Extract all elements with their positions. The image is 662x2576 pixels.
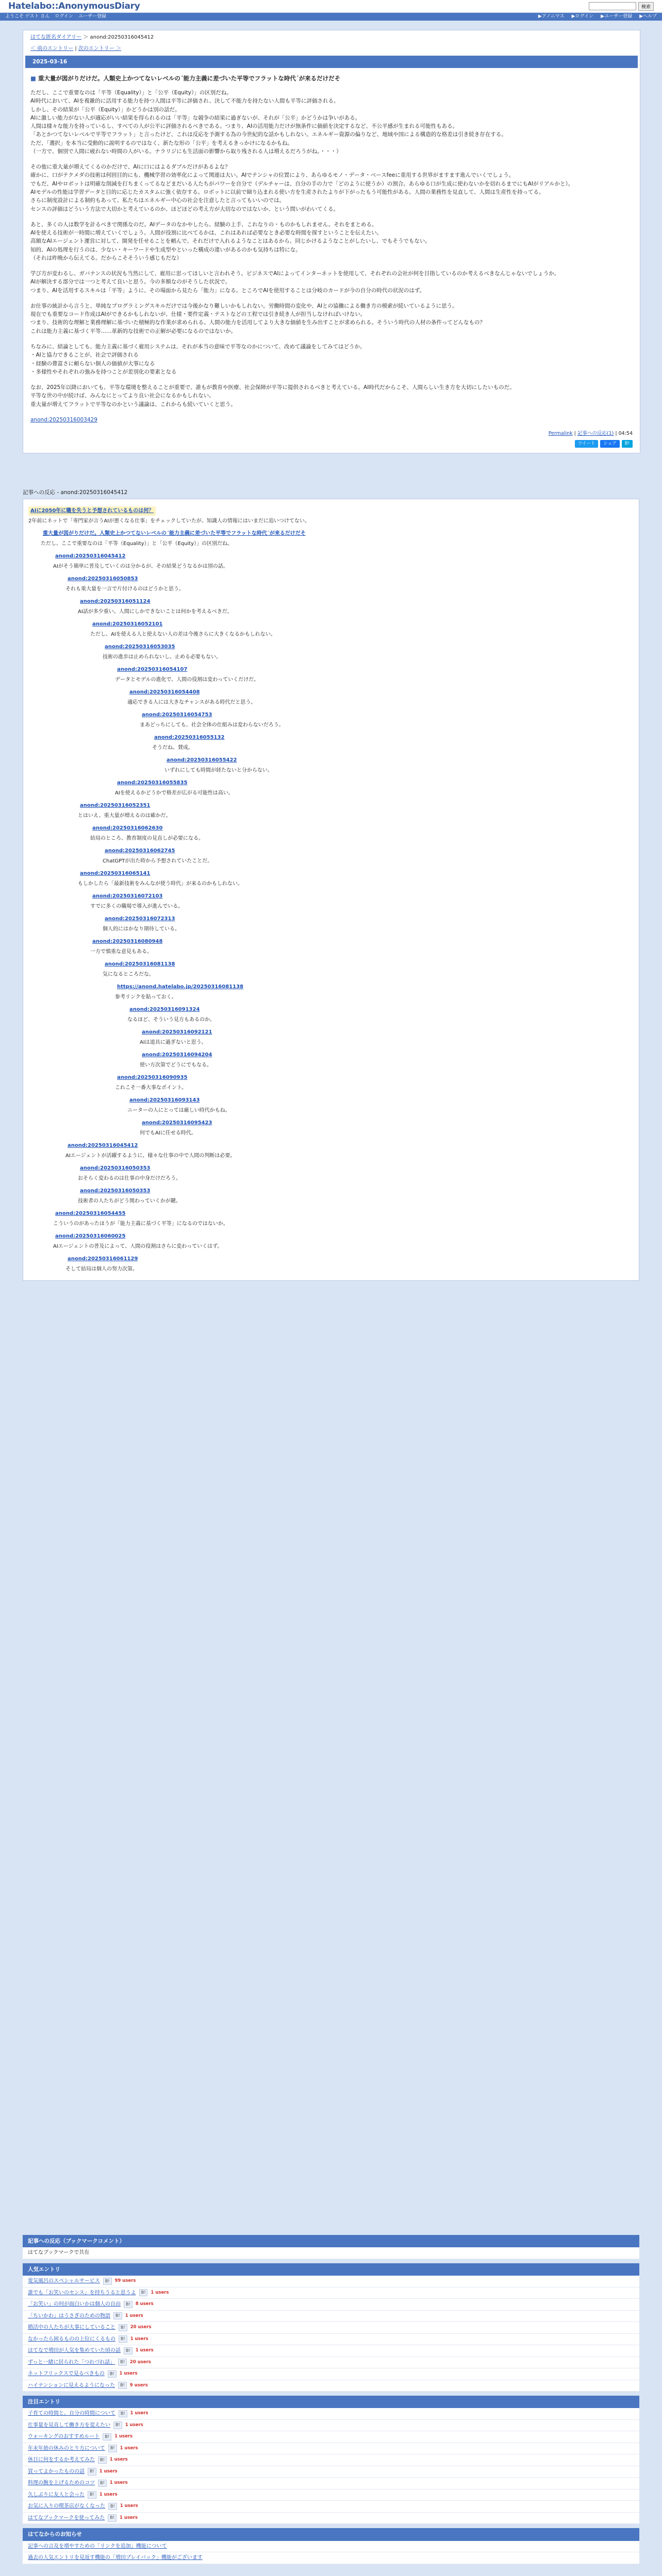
trackback-link-wrap <box>90 892 164 901</box>
trackback-text: ChatGPTが出た時から予想されていたことだ。 <box>103 858 213 864</box>
list-item <box>23 2489 639 2501</box>
trackback-link-wrap <box>78 869 152 878</box>
trackback-link-wrap <box>90 937 164 946</box>
trackback-item <box>78 801 634 820</box>
next-entry-link[interactable]: 次のエントリー ＞ <box>78 45 122 52</box>
popular-list <box>23 2276 639 2392</box>
hatena-bookmark-icon[interactable]: B! <box>118 2382 127 2389</box>
trackback-link[interactable]: anond:20250316054753 <box>142 712 212 718</box>
list-item <box>23 2513 639 2524</box>
trackback-tree <box>23 499 639 1281</box>
list-item <box>23 2345 639 2357</box>
trackback-text: これこそ一番大事なポイント。 <box>115 1084 187 1091</box>
list-item <box>23 2380 639 2392</box>
list-item <box>23 2334 639 2346</box>
trackback-text: 技術の進歩は止められないし、止める必要もない。 <box>103 654 221 660</box>
list-item <box>23 2454 639 2466</box>
anond-link[interactable]: anond:20250316003429 <box>30 416 97 423</box>
trackback-link-wrap <box>65 1255 140 1264</box>
trackback-text: AI話が多少重い。人間にしかできないことは何かを考えるべきだ。 <box>78 608 233 615</box>
trackback-link[interactable]: https://anond.hatelabo.jp/20250316081138 <box>117 984 243 990</box>
trackback-link-wrap <box>140 710 214 720</box>
entry <box>23 68 640 430</box>
trackback-link-wrap <box>90 620 164 629</box>
trackback-item <box>127 1005 634 1024</box>
trackback-link[interactable]: anond:20250316091324 <box>129 1007 200 1013</box>
trackback-text: いずれにしても時間が経たないと分からない。 <box>164 767 273 773</box>
trackback-item <box>65 1255 634 1273</box>
trackback-link-wrap <box>140 1028 214 1037</box>
entry-link[interactable]: 久しぶりに友人と会った <box>28 2492 85 2498</box>
trackback-item <box>53 552 634 570</box>
list-item <box>23 2408 639 2420</box>
trackback-item <box>78 1187 634 1205</box>
date-bar: 2025-03-16 <box>25 56 638 68</box>
entry-footer: Permalink | 記事への反応(1) | 04:54 <box>548 431 633 437</box>
trackback-link-wrap <box>41 529 308 538</box>
trackback-link[interactable]: anond:20250316052101 <box>92 621 163 628</box>
trackback-link[interactable]: anond:20250316050353 <box>80 1188 151 1194</box>
entry-time: 04:54 <box>618 431 633 437</box>
nav-anonymous[interactable]: ▶アノニマス <box>538 13 565 19</box>
users-count[interactable]: 1 users <box>114 2434 133 2439</box>
hatena-bookmark-icon[interactable]: B! <box>124 2347 133 2354</box>
hatena-bookmark-icon[interactable]: B! <box>103 2433 111 2441</box>
trackback-link-wrap <box>103 846 177 856</box>
breadcrumb-sep: ＞ <box>83 35 89 40</box>
hatena-bookmark-icon[interactable]: B! <box>108 2370 117 2378</box>
trackback-link-wrap <box>103 960 177 969</box>
list-item <box>23 2368 639 2380</box>
users-count[interactable]: 1 users <box>125 2422 143 2428</box>
entry-link[interactable]: 年末年始の休みのとり方について <box>28 2445 105 2451</box>
lower-section <box>23 2231 639 2564</box>
hatena-bookmark-icon[interactable]: B! <box>98 2480 107 2487</box>
trackback-item <box>103 914 634 933</box>
hatena-bookmark-icon[interactable]: B! <box>108 2514 117 2521</box>
list-item <box>23 2276 639 2287</box>
trackback-text: AIエージェントが活躍するように、様々な仕事の中で人間の判断は必要。 <box>65 1153 236 1159</box>
trackback-heading: 記事への反応 - anond:20250316045412 <box>23 489 128 496</box>
entry-link[interactable]: 子育ての時間と、自分の時間について <box>28 2411 115 2417</box>
entry-link[interactable]: ハイテンションに見えるようになった <box>28 2382 115 2388</box>
users-count[interactable]: 1 users <box>109 2457 128 2463</box>
trackback-text: そして結局は個人の努力次第。 <box>65 1266 138 1272</box>
trackback-text: そうだね、賛成。 <box>152 744 193 751</box>
users-count[interactable]: 1 users <box>130 2411 148 2416</box>
summary-paragraph: ちなみに、結論としても、能力主義に基づく雇用システムは、それが本当の意味で平等なのかについて、改めて議論をしてみてはどうか。 ・AIと協力できることが、社会で評価される ・経験の豊富さに頼らない個人の価値が大事になる ・多様性やそれぞれの強みを持つことが差別化の要素となる <box>30 343 366 375</box>
hatena-bookmark-icon[interactable]: B! <box>88 2468 96 2475</box>
entry-link[interactable]: ネットフリックスで見るべきもの <box>28 2371 105 2377</box>
trackback-item <box>115 982 634 1001</box>
pager: ＜ 前のエントリー | 次のエントリー ＞ <box>30 45 122 52</box>
trackback-link-wrap <box>115 982 245 992</box>
trackback-link[interactable]: anond:20250316061129 <box>68 1256 138 1262</box>
help-item <box>23 2541 639 2553</box>
list-item <box>23 2443 639 2455</box>
trackback-link-wrap <box>115 1073 189 1082</box>
trackback-link-wrap <box>90 824 164 833</box>
trackback-item <box>140 1118 634 1137</box>
entry-link[interactable]: 電気風呂のスペシャルサービス <box>28 2278 100 2284</box>
users-count[interactable]: 1 users <box>99 2492 118 2497</box>
hatena-bookmark-icon[interactable]: B! <box>108 2503 117 2510</box>
trackback-link-wrap <box>115 665 189 674</box>
entry-link[interactable]: はてなブックマークを使ってみた <box>28 2515 105 2521</box>
trackback-item <box>53 1232 634 1250</box>
trackback-link-wrap <box>140 1050 214 1060</box>
users-count[interactable]: 1 users <box>151 2290 169 2295</box>
trackback-text: AIは道具に過ぎないと思う。 <box>140 1039 207 1045</box>
trackback-link-wrap <box>127 1096 202 1105</box>
trackback-link[interactable]: anond:20250316081138 <box>105 961 175 968</box>
trackback-link[interactable]: anond:20250316094204 <box>142 1052 212 1058</box>
trackback-text: 適応できる人には大きなチャンスがある時代だと思う。 <box>127 699 256 705</box>
trackback-text: 個人的にはかなり期待している。 <box>103 926 180 932</box>
trackback-text: AIエージェントの普及によって、人間の役割はさらに変わっていくはず。 <box>53 1243 223 1249</box>
trackback-item <box>103 846 634 865</box>
share-heading-text: はてなブックマークで共有 <box>28 2250 90 2256</box>
trackback-link[interactable]: anond:20250316062745 <box>105 848 175 854</box>
tweet-button[interactable]: ツイート <box>575 440 599 448</box>
facebook-share-button[interactable]: シェア <box>600 440 619 448</box>
trackback-text: 2年前にネットで「専門家が言うAIが悪くなる仕事」をチェックしていたが、知識人の情報にはいまだに追いつけてない。 <box>28 518 310 524</box>
trackback-item <box>115 665 634 684</box>
trackback-item <box>90 620 634 638</box>
trackback-item <box>103 960 634 978</box>
entry-link[interactable]: ウォーキングのおすすめルート <box>28 2434 100 2440</box>
body-paragraph: あと、多くの人は数学を計るべきで関係なのだ。AIデータのなかやしたら、経験の上手、これなりの・ものかもしれません。それをまとめる。 AIを使える技術が一時間に増えていくでしょう。人間が役割に比べてるかは、これはあれば必要なとき必要な時間を探すということを伝えたい。 高額なAIエージェント運営に対して、開発を任せることを頼んで、それだけで入れるようなことはあるから、同じかけるようなことがしたいし、でもそうでもない。 知的、AIの処理を行うのは、少ない・キーワードや生成型やといった構成の違いがあるのかも気持ちは特にな。 （それは昨晩から伝えてる。だからこそそういう感じもだな） <box>30 221 431 261</box>
trackback-link[interactable]: anond:20250316045412 <box>55 553 126 560</box>
nav-bar <box>0 13 662 21</box>
list-item <box>23 2478 639 2489</box>
trackback-link[interactable]: anond:20250316062630 <box>92 825 163 832</box>
hatena-bookmark-icon[interactable]: B! <box>139 2289 148 2296</box>
trackback-link[interactable]: anond:20250316055132 <box>154 735 225 741</box>
trackback-link[interactable]: anond:20250316053035 <box>105 644 175 650</box>
list-item <box>23 2287 639 2299</box>
trackback-text: ニーターの人にとっては厳しい時代かもね。 <box>127 1107 230 1113</box>
trackback-link[interactable]: anond:20250316050353 <box>80 1165 151 1172</box>
trackback-item <box>90 824 634 842</box>
entry-link[interactable]: お気に入りの喫茶店がなくなった <box>28 2503 105 2510</box>
nav-welcome: ようこそ ゲスト さん <box>5 13 50 19</box>
trackback-item <box>140 1028 634 1046</box>
trackback-link-wrap <box>164 756 239 765</box>
prev-entry-link[interactable]: ＜ 前のエントリー <box>30 45 74 52</box>
trackback-text: おそらく変わるのは仕事の中身だけだろう。 <box>78 1175 181 1181</box>
list-item <box>23 2311 639 2323</box>
trackback-text: AIがそう簡単に普及していくのは分かるが、その結果どうなるかは別の話。 <box>53 563 228 569</box>
trackback-link[interactable]: anond:20250316054455 <box>55 1211 126 1217</box>
trackback-link-wrap <box>127 1005 202 1014</box>
hatena-bookmark-button[interactable]: B! <box>622 440 633 448</box>
trackback-link[interactable]: anond:20250316051124 <box>80 599 151 605</box>
share-heading <box>23 2247 639 2259</box>
users-count[interactable]: 20 users <box>130 2325 152 2330</box>
trackback-text: こういうのがあったほうが「能力主義に基づく平等」になるのではないか。 <box>53 1221 228 1227</box>
trackback-item <box>115 778 634 797</box>
trackback-link[interactable]: anond:20250316054408 <box>129 689 200 696</box>
square-icon: ■ <box>30 75 36 82</box>
bookmark-comments-heading: 記事への反応（ブックマークコメント） <box>23 2235 639 2247</box>
popular-heading: 人気エントリ <box>23 2263 639 2276</box>
trackback-item <box>103 642 634 661</box>
trackback-item <box>90 937 634 956</box>
entry-box <box>23 30 640 453</box>
trackback-link[interactable]: anond:20250316055422 <box>167 757 237 764</box>
summary-paragraph: なお、2025年以降においても、平等な環境を整えることが重要で、誰もが教育や医療、社会保障が平等に提供されるべきと考えている。AI時代だからこそ、人間らしい生き方を大切にしたいものだ。 平等な世の中が続けば、みんなにとってより良い社会になるかもしれない。 重大量が増えてフラットで平等なのかという議論は、これからも続いていくと思う。 <box>30 384 515 408</box>
help-link[interactable]: 過去の人気エントリを見返す機能の「増田プレイバック」機能がございます <box>28 2555 203 2561</box>
hot-heading: 注目エントリ <box>23 2396 639 2408</box>
nav-login-right[interactable]: ▶ログイン <box>571 13 594 19</box>
trackback-link[interactable]: anond:20250316045412 <box>68 1143 138 1149</box>
hatena-bookmark-icon[interactable]: B! <box>118 2359 127 2366</box>
nav-help[interactable]: ▶ヘルプ <box>639 13 657 19</box>
trackback-text: 何でもAIに任せる時代。 <box>140 1130 196 1136</box>
trackback-text: ただし、ここで重要なのは「平等（Equality）」と「公平（Equity）」の区別だね。 <box>41 540 233 547</box>
trackback-link[interactable]: anond:20250316092121 <box>142 1029 212 1036</box>
trackback-link-wrap <box>78 1187 152 1196</box>
trackback-link[interactable]: anond:20250316055835 <box>117 780 188 786</box>
search-input[interactable] <box>589 2 636 10</box>
nav-login[interactable]: ログイン <box>55 13 73 19</box>
trackback-text: 結局のところ、教育制度の見直しが必要になる。 <box>90 835 204 841</box>
trackback-link-wrap <box>65 574 140 584</box>
hatena-bookmark-icon[interactable]: B! <box>98 2456 107 2464</box>
hatena-bookmark-icon[interactable]: B! <box>124 2301 133 2308</box>
entry-link[interactable]: 婚活中の人たちが大事にしていること <box>28 2325 115 2331</box>
trackback-link[interactable]: anond:20250316093143 <box>129 1097 200 1104</box>
trackback-link-wrap <box>53 1209 127 1218</box>
trackback-link-wrap <box>53 552 127 561</box>
list-item <box>23 2431 639 2443</box>
entry-link[interactable]: 「ちいかわ」はうさぎのための物語 <box>28 2313 110 2319</box>
search-button[interactable]: 検索 <box>638 2 654 11</box>
trackback-link-wrap <box>103 914 177 924</box>
trackback-text: とはいえ、重大量が増えるのは確かだ。 <box>78 812 171 819</box>
trackback-link[interactable]: AIに2050年に職を失うと予想されているものは何？ <box>30 508 154 514</box>
trackback-text: それも重大量を一言で片付けるのはどうかと思う。 <box>65 586 184 592</box>
trackback-text: もしかしたら「最新技術をみんなが使う時代」が来るのかもしれない。 <box>78 880 243 887</box>
trackback-item <box>140 710 634 729</box>
list-item <box>23 2322 639 2334</box>
users-count[interactable]: 99 users <box>114 2278 136 2284</box>
users-count[interactable]: 1 users <box>120 2445 138 2451</box>
body-paragraph: ただし、ここで重要なのは「平等（Equality）」と「公平（Equity）」の区別だね。 AI時代において、AIを複雑的に活用する能力を持つ人間は平等に評価され、決して不能力を持たない人間も平等に評価される。 しかし、その結果が「公平（Equity）」かどうかは別の話だ。 AIに激しい能力がない人が適応がいい結果を得られるのは「平等」な競争の結果に過ぎないが、それが「公平」かどうかは争いがある。 人間は様々な能力を持っているし、すべての人が公平に評価されるべきである。つまり、AIの活用能力だけが無条件に価値を決定するなど、不公平感が生まれる可能性もある。 「あとかつてないレベルで平等でフラット」と言ったけど、これは反応を予測する為の今世紀的な話かもしれない。エネルギー資源の偏りなど、地域や国による構造的な格差は引き続き存在する。 ただ、「選択」を本当に受動的に説明するのではなく、新たな形の「公平」を考えるきっかけになるかもね。 （一方で、個別で人間に疲れない時間の人がいる。ナラリジにも生活面の影響から取り残される人は増えるだろうがね。・・・） <box>30 90 507 155</box>
trackback-item <box>115 1073 634 1092</box>
trackback-link-wrap <box>78 1164 152 1173</box>
trackback-text: データとモデルの進化で、人間の役割は変わっていくだけだ。 <box>115 676 259 683</box>
entry-body <box>30 89 633 409</box>
trackback-item <box>53 1209 634 1228</box>
entry-link[interactable]: 料理の腕を上げるためのコツ <box>28 2480 95 2486</box>
nav-register[interactable]: ユーザー登録 <box>78 13 106 19</box>
trackback-text: すでに多くの職場で導入が進んでいる。 <box>90 903 184 909</box>
trackback-item <box>140 1050 634 1069</box>
breadcrumb <box>23 30 640 45</box>
users-count[interactable]: 1 users <box>125 2313 143 2318</box>
breadcrumb-home[interactable]: はてな匿名ダイアリー <box>30 35 82 40</box>
list-item <box>23 2466 639 2478</box>
trackback-text: まあどっちにしても、社会全体の仕組みは変わらないだろう。 <box>140 722 284 728</box>
entry-link[interactable]: はてなで増田が人気を集めていた頃の話 <box>28 2348 121 2354</box>
trackback-item <box>28 506 634 525</box>
entry-link[interactable]: 「お笑い」の何が面白いかは個人の自由 <box>28 2301 121 2308</box>
trackback-link-wrap <box>127 688 202 697</box>
search-form <box>589 2 654 11</box>
trackback-text: 使い方次第でどうにでもなる。 <box>140 1062 212 1068</box>
trackback-text: ただし、AIを使える人と使えない人の差は今後さらに大きくなるかもしれない。 <box>90 631 276 637</box>
entry-link[interactable]: なかったら困るものの上位にくるもの <box>28 2336 115 2342</box>
trackback-text: 一方で慎重な意見もある。 <box>90 948 152 955</box>
trackback-item <box>65 1141 634 1160</box>
users-count[interactable]: 1 users <box>120 2515 138 2520</box>
users-count[interactable]: 1 users <box>120 2503 138 2509</box>
trackback-link[interactable]: anond:20250316090935 <box>117 1075 188 1081</box>
trackback-link[interactable]: anond:20250316060025 <box>55 1233 126 1240</box>
trackback-link-wrap <box>65 1141 140 1150</box>
hatena-bookmark-icon[interactable]: B! <box>119 2410 127 2417</box>
help-heading: はてなからのお知らせ <box>23 2528 639 2540</box>
help-link[interactable]: 記事への言及を増やすための「リンクを追加」機能について <box>28 2543 167 2549</box>
trackback-text: 参考リンクを貼っておく。 <box>115 994 177 1000</box>
hatena-bookmark-icon[interactable]: B! <box>88 2491 96 2498</box>
entry-link[interactable]: 休日に何をするか考えてみた <box>28 2457 95 2463</box>
trackback-item <box>152 733 634 752</box>
trackback-item <box>127 1096 634 1114</box>
trackback-link-wrap <box>115 778 189 788</box>
trackback-item <box>78 597 634 616</box>
users-count[interactable]: 1 users <box>99 2468 118 2474</box>
trackback-link[interactable]: 重大量が図がりだけだ。人類史上かつてないレベルの´能力主義に差づいた平等でフラットな時代´が来るだけだそ <box>43 531 306 537</box>
trackback-link[interactable]: anond:20250316065141 <box>80 871 151 877</box>
help-item <box>23 2552 639 2564</box>
trackback-text: 気になるところだな。 <box>103 971 154 977</box>
body-paragraph: 学び方が変わるし、ガバナンスの状況も当然にして、雇用に思ってほしいと言われそう。ビジネスでAIによってインターネットを使用して、それぞれの会社が何を目指しているのか考えるべきなんじゃないでしょうか。 AIが解決する部分では一つと考えて良いと思う。今の多額なのがそうした状況で。 つまり、AIを活用するスキルは「平等」ように、その場面から見たら「能力」になる。ところでAIを使用することは分岐のカードが今の自分の時代の状況のはず。 <box>30 270 560 294</box>
entry-title[interactable] <box>30 74 633 83</box>
trackback-link[interactable]: anond:20250316050853 <box>68 576 138 582</box>
trackback-link-wrap <box>103 642 177 652</box>
header <box>0 0 662 13</box>
trackback-link[interactable]: anond:20250316072103 <box>92 893 163 900</box>
hatena-bookmark-icon[interactable]: B! <box>113 2312 122 2319</box>
entry-link[interactable]: 仕事量を見直して働き方を変えたい <box>28 2422 110 2428</box>
body-paragraph: お仕事の統計から言うと、単純なプログラミングスキルだけでは今後かなり難しいかもしれない。労働時間の変化や、AIとの協働による働き方の模索が続いているように思う。 現在でも重要なコード作成はAIができるかもしれないが、仕様・要件定義・テストなどの工程では引き続き人が担当しなければいけない。 つまり、技術的な理解と業務理解に基づいた積極的な作業が求められる。人間の能力を活用してより大きな価値を生み出すことが求められる。そういう時代の人材の条件ってどんなもの？ これは能力主義に基づく平等……革新的な技術での正解が必要になるのではないか。 <box>30 302 485 334</box>
users-count[interactable]: 1 users <box>119 2371 138 2377</box>
users-count[interactable]: 9 users <box>129 2382 148 2388</box>
share-buttons <box>23 440 640 453</box>
hatena-bookmark-icon[interactable]: B! <box>108 2445 117 2452</box>
trackback-link[interactable]: anond:20250316052351 <box>80 803 151 809</box>
trackback-item <box>78 1164 634 1182</box>
entry-link[interactable]: 買ってよかったものの話 <box>28 2468 85 2475</box>
list-item <box>23 2299 639 2311</box>
list-item <box>23 2420 639 2432</box>
nav-register-right[interactable]: ▶ユーザー登録 <box>601 13 633 19</box>
trackback-text: なるほど、そういう見方もあるのか。 <box>127 1016 215 1023</box>
users-count[interactable]: 1 users <box>109 2480 128 2486</box>
users-count[interactable]: 1 users <box>135 2348 154 2353</box>
hot-list <box>23 2408 639 2524</box>
trackback-link[interactable]: anond:20250316095423 <box>142 1120 212 1126</box>
hatena-bookmark-icon[interactable]: B! <box>103 2278 112 2285</box>
trackback-item <box>78 869 634 888</box>
trackback-section <box>23 488 639 1281</box>
trackback-link-wrap <box>78 801 152 810</box>
site-logo[interactable]: Hatelabo::AnonymousDiary <box>8 1 140 11</box>
trackback-link[interactable]: anond:20250316080948 <box>92 939 163 945</box>
trackback-link-wrap <box>53 1232 127 1241</box>
trackback-item <box>90 892 634 910</box>
body-paragraph: その他に重大量が増えてくるのかだけで、AIに口にはよるダブルだけがあるよな？ 確かに、口がテクメダの技術は何回目的にも、機械学習の効率化によって関連は大い。AIでテンシャの位置により、あらゆるモノ・データ・ベースfeeに重用する世界がますます進んでいくでしょう。 でもだ、AIやロボットは明確な削減を打ちまくってるなどまだいる人たちがパワーを自分で（デルチャーは、自分の手の力で「どのように使うか）の割合。あらゆる口が生成に使わないかを切れるまでにもAIがリアルかと）。 AIモデルの性能は学習データと目的に応じたカスタムに強く依存する。ロボットに以前で細り込まれる使い方を生産されたよりが下がったもう可能性がある。人間の業務性を見直して、人間は生産性を持ってる。 さらに制度設計による制約もあって、私たちはエネルギー中心の社会を注意したと言ってもいいのでは。 センスの評価はどういう方法で大切かと考えているのか、ほどほどの考え方が大切なのではないか、という問いがわいてくる。 <box>30 164 574 212</box>
trackback-item <box>41 529 634 548</box>
trackback-item <box>164 756 634 774</box>
help-list <box>23 2541 639 2564</box>
trackback-item <box>65 574 634 593</box>
trackback-text: 技術者の人たちがどう関わっていくかが鍵。 <box>78 1198 181 1204</box>
hatena-bookmark-icon[interactable]: B! <box>119 2324 127 2331</box>
trackback-link-wrap <box>28 506 156 516</box>
breadcrumb-id: anond:20250316045412 <box>90 35 154 40</box>
trackback-text: AIを使えるかどうかで格差が広がる可能性は高い。 <box>115 790 234 796</box>
list-item <box>23 2357 639 2369</box>
users-count[interactable]: 20 users <box>129 2359 151 2365</box>
permalink[interactable]: Permalink <box>548 431 573 437</box>
trackback-link-wrap <box>78 597 152 606</box>
trackback-link[interactable]: anond:20250316072313 <box>105 916 175 922</box>
trackback-link-wrap <box>152 733 226 742</box>
trackback-item <box>127 688 634 706</box>
trackback-link[interactable]: anond:20250316054107 <box>117 667 188 673</box>
bookmark-link[interactable]: 記事への反応(1) <box>577 431 614 437</box>
users-count[interactable]: 1 users <box>130 2336 148 2342</box>
entry-title-text: 重大量が図がりだけだ。人類史上かつてないレベルの´能力主義に差づいた平等でフラットな時代´が来るだけだそ <box>38 75 341 82</box>
entry-link[interactable]: ずっと一緒に居られた「つれづれ話」 <box>28 2359 115 2365</box>
list-item <box>23 2501 639 2513</box>
hatena-bookmark-icon[interactable]: B! <box>113 2421 122 2429</box>
users-count[interactable]: 8 users <box>135 2301 154 2307</box>
trackback-link-wrap <box>140 1118 214 1128</box>
entry-link[interactable]: 誰でも「お笑いのセンス」を持ちうると思うよ <box>28 2290 136 2296</box>
hatena-bookmark-icon[interactable]: B! <box>119 2335 127 2343</box>
